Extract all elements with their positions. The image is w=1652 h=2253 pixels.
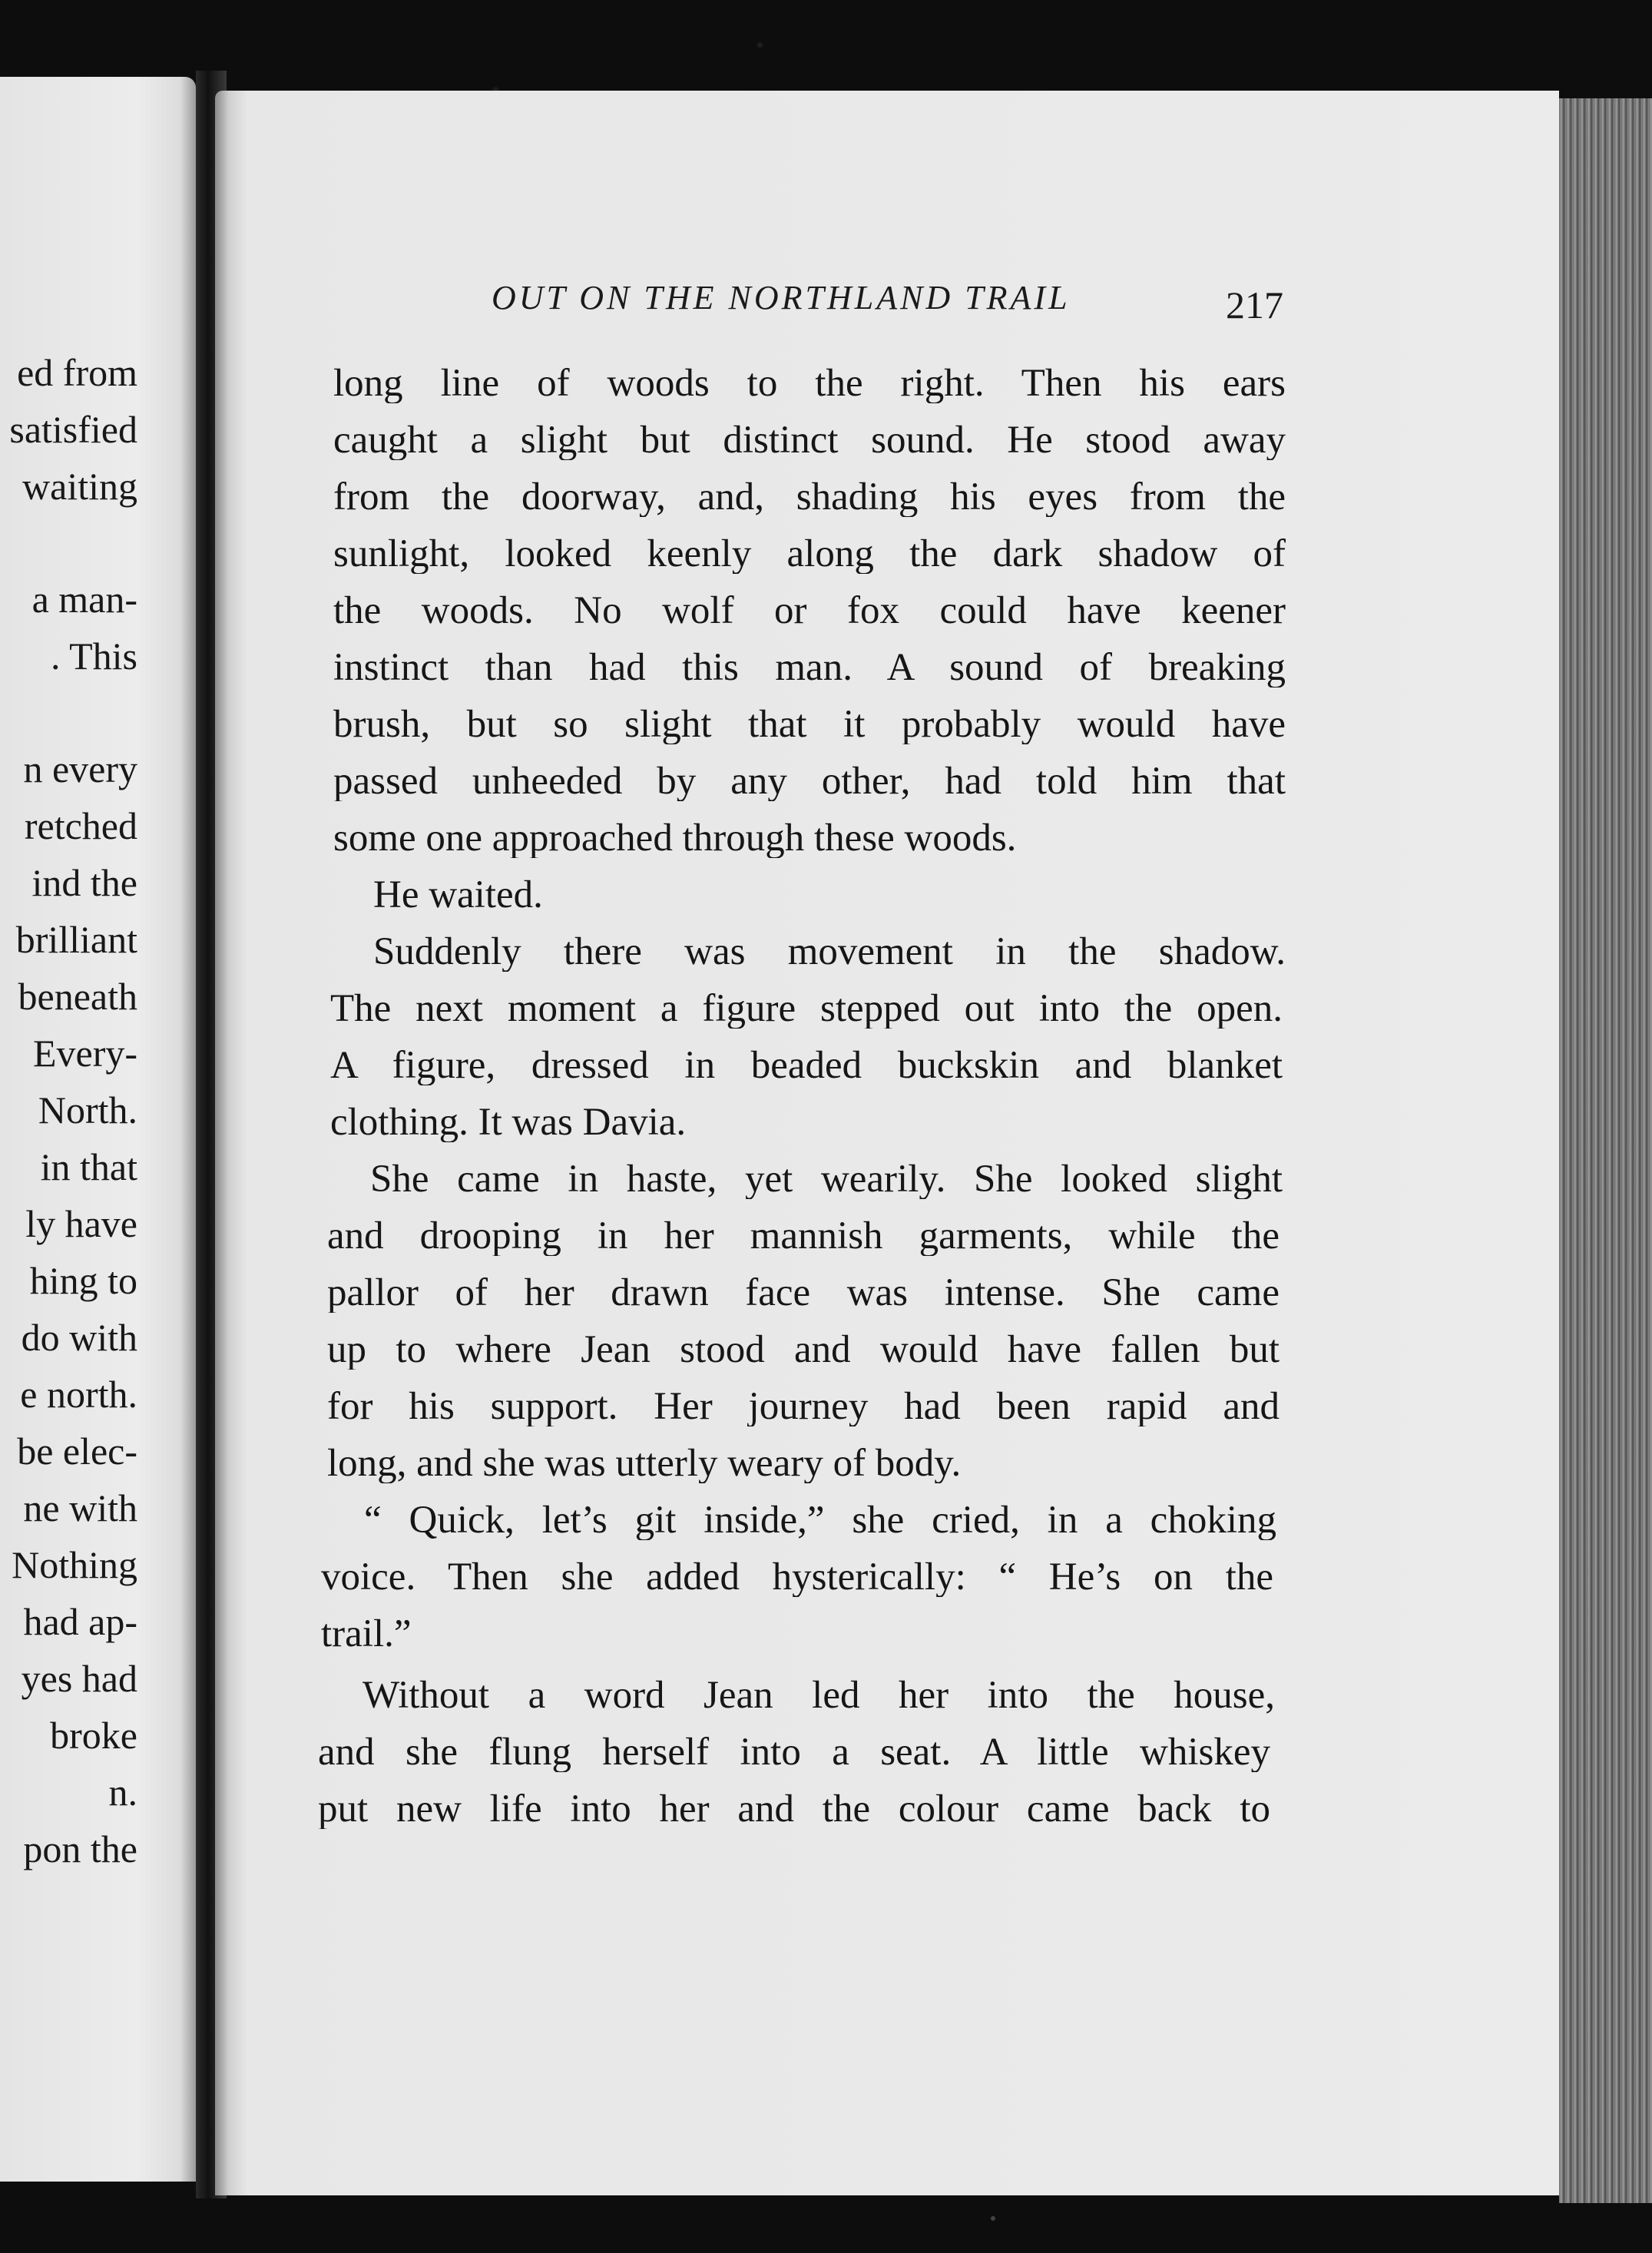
left-page-line: yes had — [21, 1657, 137, 1700]
body-line: Without a word Jean led her into the house, — [363, 1676, 1275, 1715]
left-page-line: in that — [40, 1145, 137, 1188]
body-line: from the doorway, and, shading his eyes from the — [333, 478, 1286, 517]
left-page-line: Every- — [32, 1032, 137, 1075]
right-page — [215, 91, 1559, 2195]
left-page-line: ind the — [31, 861, 137, 904]
body-line: voice. Then she added hysterically: “ He’s on the — [321, 1558, 1273, 1597]
body-line: instinct than had this man. A sound of breaking — [333, 648, 1286, 687]
body-line: long line of woods to the right. Then his ears — [333, 364, 1286, 403]
page-number: 217 — [1226, 283, 1283, 326]
body-line: He waited. — [373, 876, 543, 915]
left-page-line: ne with — [23, 1486, 137, 1529]
left-page-line: do with — [21, 1316, 137, 1359]
running-head: OUT ON THE NORTHLAND TRAIL — [492, 279, 1071, 316]
scan-speck — [991, 2216, 995, 2221]
body-line: caught a slight but distinct sound. He stood away — [333, 421, 1286, 460]
left-page-line: satisfied — [9, 408, 137, 451]
body-line: long, and she was utterly weary of body. — [327, 1444, 962, 1483]
body-line: and drooping in her mannish garments, while the — [327, 1217, 1280, 1256]
left-page-line: hing to — [29, 1259, 137, 1302]
left-page-line: beneath — [18, 975, 137, 1018]
body-line: The next moment a figure stepped out into the open. — [330, 989, 1283, 1029]
left-page-line: ly have — [25, 1202, 137, 1245]
body-line: clothing. It was Davia. — [330, 1103, 687, 1142]
left-page — [0, 77, 196, 2182]
body-line: put new life into her and the colour came back to — [318, 1790, 1270, 1829]
left-page-line: retched — [24, 804, 137, 847]
left-page-line: be elec- — [17, 1430, 137, 1473]
left-page-line: a man- — [31, 578, 137, 621]
body-line: pallor of her drawn face was intense. She came — [327, 1274, 1280, 1313]
left-page-line: waiting — [22, 465, 137, 508]
body-line: Suddenly there was movement in the shadow. — [373, 933, 1286, 972]
left-page-line: e north. — [20, 1373, 137, 1416]
body-line: for his support. Her journey had been rapid and — [327, 1387, 1280, 1426]
left-page-line: broke — [50, 1714, 137, 1757]
body-line: passed unheeded by any other, had told him that — [333, 762, 1286, 801]
body-line: sunlight, looked keenly along the dark shadow of — [333, 535, 1286, 574]
body-line: some one approached through these woods. — [333, 819, 1017, 858]
body-line: the woods. No wolf or fox could have keener — [333, 591, 1286, 631]
page-edges — [1559, 98, 1652, 2203]
left-page-line: n. — [108, 1771, 137, 1814]
body-line: brush, but so slight that it probably would have — [333, 705, 1286, 744]
body-line: A figure, dressed in beaded buckskin and blanket — [330, 1046, 1283, 1085]
left-page-line: ed from — [17, 351, 137, 394]
left-page-line: . This — [51, 634, 137, 678]
body-line: She came in haste, yet wearily. She looked slight — [370, 1160, 1283, 1199]
body-line: up to where Jean stood and would have fallen but — [327, 1330, 1280, 1370]
body-line: trail.” — [321, 1615, 412, 1654]
left-page-line: pon the — [23, 1827, 137, 1870]
body-line: “ Quick, let’s git inside,” she cried, in a choking — [364, 1501, 1276, 1540]
left-page-line: North. — [38, 1088, 137, 1131]
left-page-line: Nothing — [12, 1543, 137, 1586]
left-page-line: n every — [23, 747, 137, 790]
left-page-line: brilliant — [15, 918, 137, 961]
body-line: and she flung herself into a seat. A little whiskey — [318, 1733, 1270, 1772]
left-page-line: had ap- — [23, 1600, 137, 1643]
